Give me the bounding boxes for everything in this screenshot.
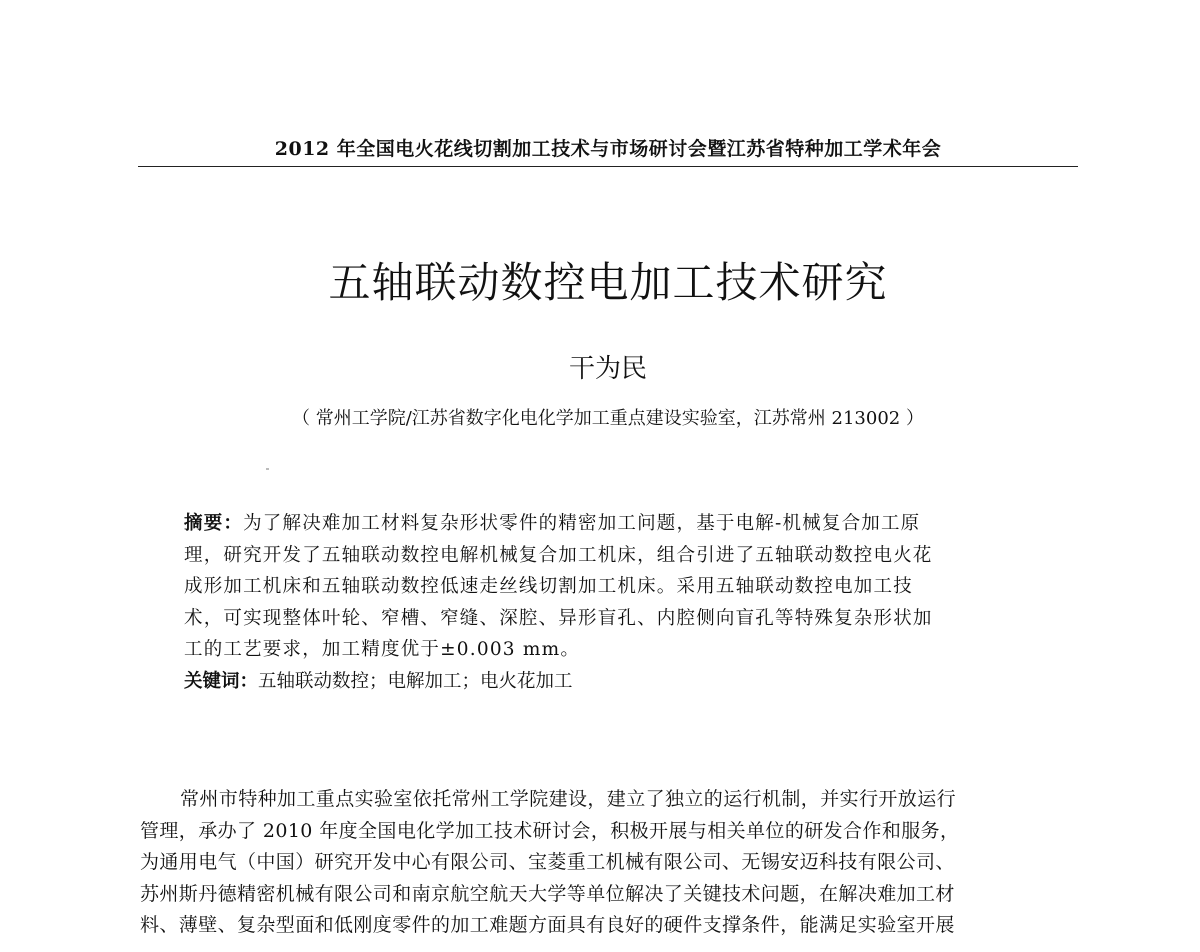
- abstract-line: 成形加工机床和五轴联动数控低速走丝线切割加工机床。采用五轴联动数控电加工技: [184, 576, 913, 597]
- abstract-line: [184, 508, 1034, 540]
- author-name: 干为民: [568, 354, 647, 384]
- body-line: 苏州斯丹德精密机械有限公司和南京航空航天大学等单位解决了关键技术问题，在解决难加工材: [140, 882, 955, 905]
- abstract-section: [184, 508, 1034, 697]
- abstract-line: 工的工艺要求，加工精度优于±0.003 mm。: [184, 639, 581, 660]
- running-header: 2012 年全国电火花线切割加工技术与市场研讨会暨江苏省特种加工学术年会: [274, 138, 942, 160]
- abstract-line: 术，可实现整体叶轮、窄槽、窄缝、深腔、异形盲孔、内腔侧向盲孔等特殊复杂形状加: [184, 607, 933, 629]
- keywords-line: [184, 666, 1034, 698]
- keywords-text: 五轴联动数控；电解加工；电火花加工: [258, 670, 573, 692]
- abstract-label: 摘要：: [184, 513, 244, 534]
- header-rule: [138, 166, 1078, 167]
- body-line: 常州市特种加工重点实验室依托常州工学院建设，建立了独立的运行机制，并实行开放运行: [180, 788, 957, 810]
- author-affiliation: （ 常州工学院/江苏省数字化电化学加工重点建设实验室，江苏常州 213002 ）: [292, 408, 924, 429]
- abstract-text: 为了解决难加工材料复杂形状零件的精密加工问题，基于电解-机械复合加工原: [243, 513, 921, 534]
- scan-speck: [266, 468, 269, 470]
- keywords-label: 关键词：: [184, 670, 259, 692]
- paper-title: 五轴联动数控电加工技术研究: [328, 258, 888, 307]
- body-paragraph: [140, 784, 1080, 942]
- body-line: 料、薄壁、复杂型面和低刚度零件的加工难题方面具有良好的硬件支撑条件，能满足实验室开展: [140, 914, 955, 936]
- body-line: 管理，承办了 2010 年度全国电化学加工技术研讨会，积极开展与相关单位的研发合作和服务，: [140, 819, 960, 842]
- body-line: 为通用电气（中国）研究开发中心有限公司、宝菱重工机械有限公司、无锡安迈科技有限公司、: [140, 851, 955, 873]
- abstract-line: 理，研究开发了五轴联动数控电解机械复合加工机床，组合引进了五轴联动数控电火花: [184, 544, 933, 566]
